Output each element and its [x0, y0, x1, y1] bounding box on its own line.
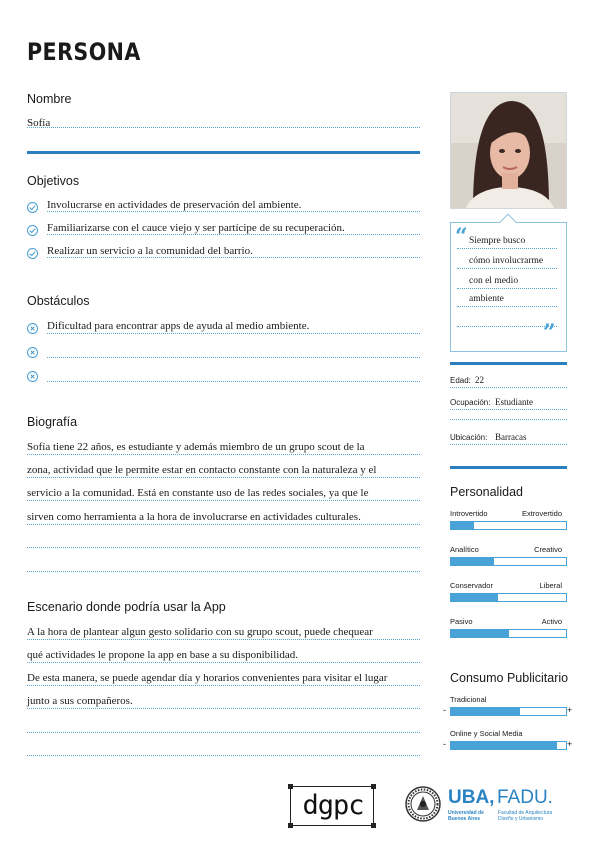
objetivo-item: Familiarizarse con el cauce viejo y ser partícipe de su recuperación. — [47, 222, 345, 234]
consumo-scale-label: Tradicional — [450, 695, 487, 704]
ubicacion-label: Ubicación: — [450, 433, 488, 442]
nombre-value: Sofía — [27, 117, 51, 129]
check-icon — [27, 202, 38, 213]
biografia-line: servicio a la comunidad. Está en constante uso de las redes sociales, ya que le — [27, 487, 369, 499]
scale-right-label: Extrovertido — [521, 509, 562, 518]
divider — [457, 288, 557, 289]
section-rule — [450, 362, 567, 365]
scale-left-label: Analítico — [450, 545, 479, 554]
nombre-label: Nombre — [27, 92, 72, 106]
ocupacion-label: Ocupación: — [450, 398, 491, 407]
escenario-line: qué actividades le propone la app en base a su disponibilidad. — [27, 649, 298, 661]
consumo-scale-label: Online y Social Media — [450, 729, 523, 738]
fadu-subtitle: Facultad de Arquitectura Diseño y Urbanismo — [498, 810, 553, 822]
scale-left-label: Introvertido — [450, 509, 488, 518]
check-icon — [27, 225, 38, 236]
divider — [27, 477, 420, 478]
minus-sign: - — [443, 739, 446, 749]
consumo-bar — [450, 707, 567, 716]
quote-line: con el medio — [469, 276, 519, 286]
edad-value: 22 — [475, 375, 484, 385]
biografia-line: zona, actividad que le permite estar en contacto constante con la naturaleza y el — [27, 464, 377, 476]
divider — [27, 127, 420, 128]
escenario-line: De esta manera, se puede agendar día y horarios convenientes para visitar el lugar — [27, 672, 388, 684]
divider — [47, 357, 420, 358]
scale-right-label: Activo — [541, 617, 562, 626]
divider — [27, 685, 420, 686]
divider — [27, 571, 420, 572]
dgpc-text: dgpc — [302, 790, 364, 821]
quote-line: ambiente — [469, 294, 504, 304]
cross-icon — [27, 371, 38, 382]
biografia-line: sirven como herramienta a la hora de involucrarse en actividades culturales. — [27, 511, 361, 523]
personality-bar-fill — [451, 594, 498, 601]
quote-line: cómo involucrarme — [469, 256, 544, 266]
divider — [27, 547, 420, 548]
section-rule — [450, 466, 567, 469]
divider — [27, 500, 420, 501]
divider — [27, 708, 420, 709]
dgpc-logo — [290, 786, 374, 826]
fadu-text: FADU. — [497, 787, 553, 808]
escenario-label: Escenario donde podría usar la App — [27, 600, 226, 614]
divider — [450, 387, 567, 388]
uba-text: UBA, — [448, 787, 495, 808]
quote-line: Siempre busco — [469, 236, 526, 246]
divider — [27, 732, 420, 733]
objetivo-item: Involucrarse en actividades de preservación del ambiente. — [47, 199, 302, 211]
ubicacion-value: Barracas — [495, 432, 527, 442]
scale-left-label: Pasivo — [450, 617, 473, 626]
escenario-line: A la hora de plantear algun gesto solidario con su grupo scout, puede chequear — [27, 626, 373, 638]
portrait-icon — [451, 93, 567, 209]
divider — [450, 419, 567, 420]
personality-bar — [450, 521, 567, 530]
divider — [27, 454, 420, 455]
persona-photo — [450, 92, 567, 209]
consumo-bar-fill — [451, 708, 520, 715]
ocupacion-value: Estudiante — [495, 397, 533, 407]
divider — [27, 662, 420, 663]
personality-bar-fill — [451, 558, 494, 565]
open-quote-icon: “ — [455, 224, 468, 250]
check-icon — [27, 248, 38, 259]
divider — [450, 444, 567, 445]
objetivos-label: Objetivos — [27, 174, 80, 188]
divider — [27, 639, 420, 640]
divider — [457, 268, 557, 269]
consumo-bar-fill — [451, 742, 557, 749]
divider — [27, 755, 420, 756]
uba-subtitle: Universidad de Buenos Aires — [448, 810, 484, 822]
page-title: PERSONA — [27, 38, 141, 66]
cross-icon — [27, 347, 38, 358]
scale-right-label: Liberal — [539, 581, 562, 590]
section-rule — [27, 151, 420, 154]
divider — [47, 333, 420, 334]
biografia-label: Biografía — [27, 415, 78, 429]
plus-sign: + — [567, 705, 573, 715]
personalidad-label: Personalidad — [450, 485, 523, 499]
obstaculos-label: Obstáculos — [27, 294, 90, 308]
scale-left-label: Conservador — [450, 581, 493, 590]
divider — [457, 306, 557, 307]
plus-sign: + — [567, 739, 573, 749]
divider — [27, 524, 420, 525]
obstaculo-item: Dificultad para encontrar apps de ayuda al medio ambiente. — [47, 320, 310, 332]
escenario-line: junto a sus compañeros. — [27, 695, 133, 707]
divider — [47, 257, 420, 258]
edad-label: Edad: — [450, 376, 471, 385]
biografia-line: Sofía tiene 22 años, es estudiante y además miembro de un grupo scout de la — [27, 441, 365, 453]
minus-sign: - — [443, 705, 446, 715]
objetivo-item: Realizar un servicio a la comunidad del barrio. — [47, 245, 253, 257]
divider — [47, 381, 420, 382]
personality-bar — [450, 557, 567, 566]
personality-bar — [450, 593, 567, 602]
divider — [47, 211, 420, 212]
divider — [47, 234, 420, 235]
divider — [457, 248, 557, 249]
uba-seal-icon — [405, 786, 441, 822]
close-quote-icon: ” — [543, 320, 556, 346]
divider — [457, 326, 557, 327]
scale-right-label: Creativo — [534, 545, 562, 554]
cross-icon — [27, 323, 38, 334]
consumo-bar — [450, 741, 567, 750]
consumo-label: Consumo Publicitario — [450, 671, 569, 685]
personality-bar-fill — [451, 630, 509, 637]
divider — [450, 409, 567, 410]
personality-bar — [450, 629, 567, 638]
personality-bar-fill — [451, 522, 474, 529]
